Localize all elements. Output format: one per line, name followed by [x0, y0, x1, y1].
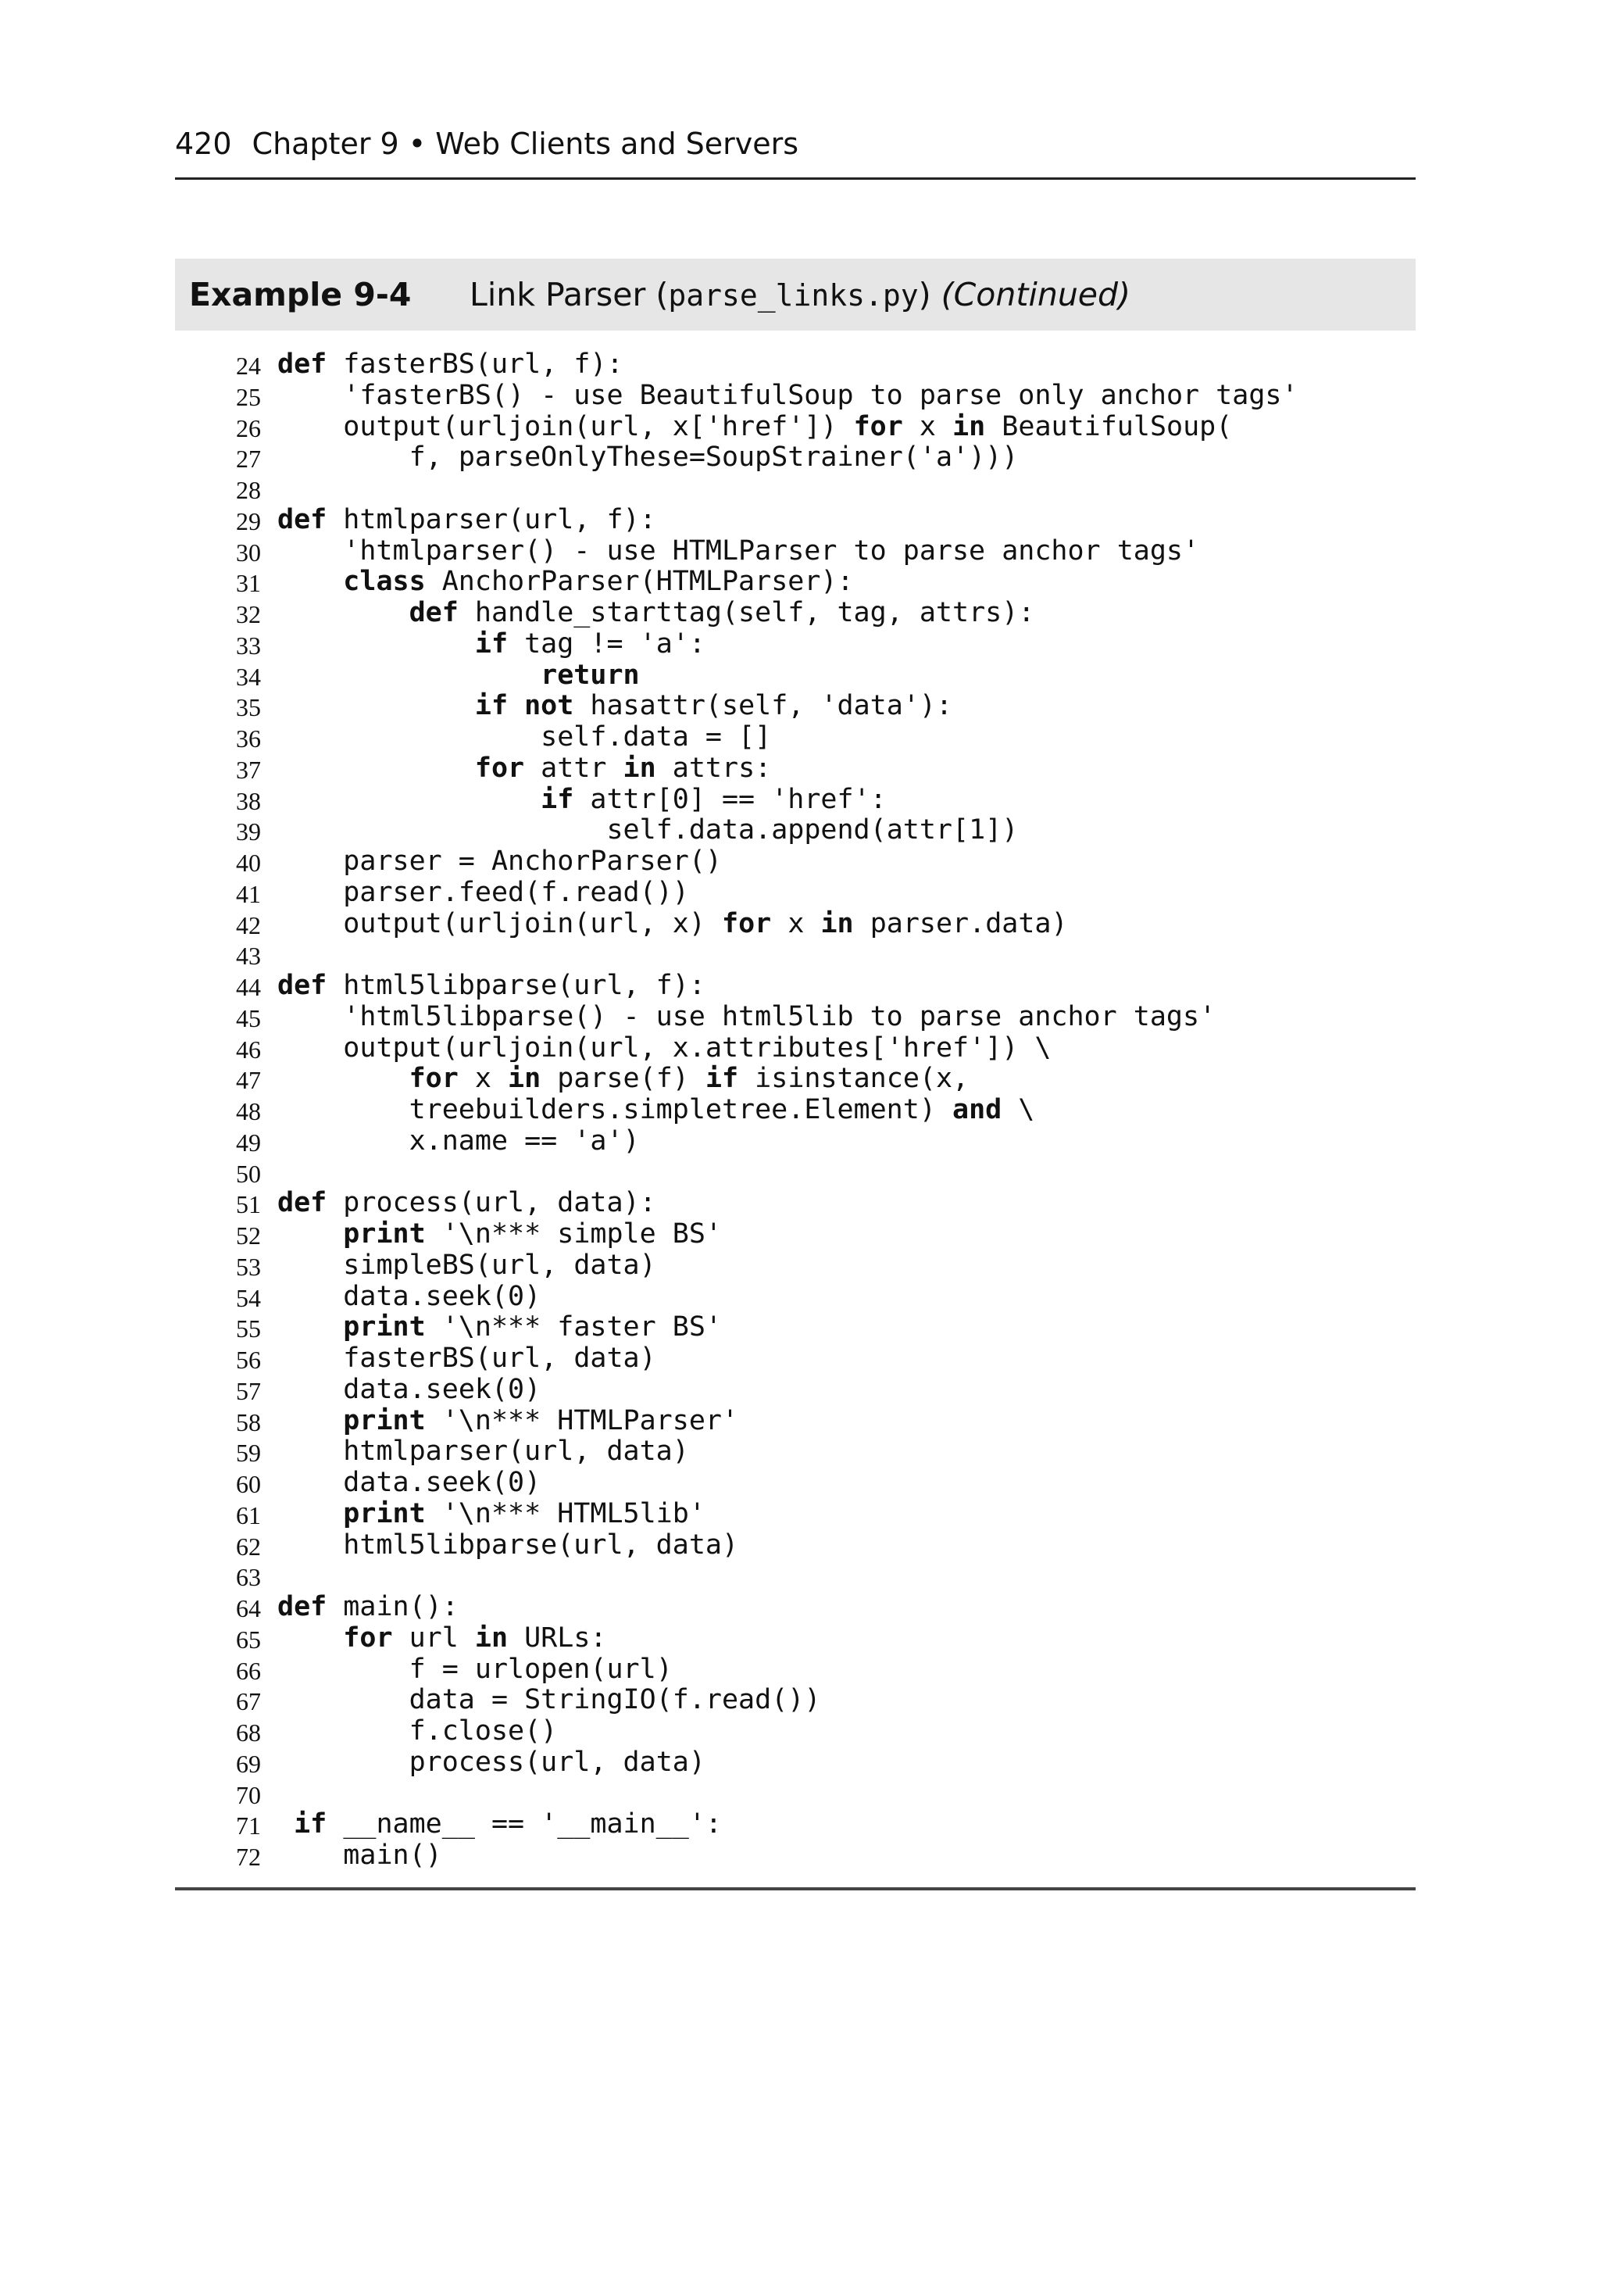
line-number: 39 — [236, 817, 261, 846]
code-line — [175, 939, 1416, 971]
code-line — [175, 474, 1416, 505]
code-text: if not hasattr(self, 'data'): — [474, 690, 953, 722]
line-number: 48 — [236, 1097, 261, 1125]
code-line — [175, 1654, 1416, 1686]
code-line — [175, 1188, 1416, 1219]
code-text: self.data.append(attr[1]) — [606, 814, 1019, 846]
line-number: 56 — [236, 1346, 261, 1374]
code-text: parser.feed(f.read()) — [343, 876, 689, 908]
line-number: 71 — [236, 1811, 261, 1840]
code-line — [175, 1250, 1416, 1282]
line-number: 28 — [236, 476, 261, 504]
line-number: 64 — [236, 1594, 261, 1622]
code-line — [175, 753, 1416, 785]
code-line — [175, 1561, 1416, 1592]
code-text: def htmlparser(url, f): — [277, 503, 656, 535]
code-text: print '\n*** HTML5lib' — [343, 1497, 705, 1529]
code-line — [175, 412, 1416, 443]
line-number: 49 — [236, 1128, 261, 1157]
line-number: 33 — [236, 631, 261, 660]
code-line — [175, 536, 1416, 567]
line-number: 34 — [236, 662, 261, 691]
code-text: self.data = [] — [541, 721, 772, 753]
code-text: return — [541, 659, 640, 691]
listing-end-rule — [175, 1887, 1416, 1890]
code-text: f = urlopen(url) — [409, 1653, 673, 1685]
line-number: 40 — [236, 849, 261, 877]
line-number: 51 — [236, 1190, 261, 1219]
code-line — [175, 1219, 1416, 1250]
line-number: 69 — [236, 1749, 261, 1778]
line-number: 60 — [236, 1470, 261, 1498]
code-text: output(urljoin(url, x.attributes['href']) \ — [343, 1032, 1052, 1064]
code-line — [175, 1033, 1416, 1064]
line-number: 67 — [236, 1687, 261, 1716]
line-number: 59 — [236, 1439, 261, 1468]
line-number: 31 — [236, 569, 261, 598]
code-line — [175, 846, 1416, 878]
example-label: Example 9-4 — [189, 276, 412, 313]
code-line — [175, 1623, 1416, 1654]
code-line — [175, 442, 1416, 474]
line-number: 25 — [236, 382, 261, 411]
code-text: data.seek(0) — [343, 1467, 541, 1498]
example-filename: parse_links.py — [668, 278, 919, 313]
code-listing — [175, 349, 1416, 1872]
code-text: def process(url, data): — [277, 1187, 656, 1219]
code-line — [175, 1126, 1416, 1157]
example-title-close: ) — [918, 276, 931, 313]
line-number: 26 — [236, 413, 261, 442]
code-line — [175, 1530, 1416, 1561]
line-number: 50 — [236, 1159, 261, 1188]
code-line — [175, 722, 1416, 753]
code-text: simpleBS(url, data) — [343, 1249, 656, 1281]
code-line — [175, 1809, 1416, 1840]
example-heading — [175, 259, 1416, 331]
code-line — [175, 505, 1416, 536]
code-line — [175, 1064, 1416, 1095]
code-line — [175, 1468, 1416, 1499]
code-text: main() — [343, 1840, 442, 1871]
code-text: if attr[0] == 'href': — [541, 783, 887, 815]
code-line — [175, 1499, 1416, 1530]
code-text: print '\n*** HTMLParser' — [343, 1404, 739, 1436]
page-number: 420 — [175, 127, 232, 161]
line-number: 24 — [236, 352, 261, 380]
line-number: 70 — [236, 1780, 261, 1809]
code-text: process(url, data) — [409, 1746, 705, 1778]
line-number: 37 — [236, 755, 261, 784]
code-text: data.seek(0) — [343, 1373, 541, 1405]
line-number: 38 — [236, 786, 261, 815]
line-number: 66 — [236, 1656, 261, 1685]
code-text: def html5libparse(url, f): — [277, 970, 705, 1001]
code-text: 'html5libparse() - use html5lib to parse anchor tags' — [277, 1000, 1216, 1032]
code-text: def main(): — [277, 1591, 459, 1622]
code-line — [175, 629, 1416, 660]
line-number: 36 — [236, 724, 261, 753]
line-number: 52 — [236, 1221, 261, 1250]
chapter-title: Chapter 9 • Web Clients and Servers — [252, 127, 799, 161]
line-number: 45 — [236, 1003, 261, 1032]
code-line — [175, 1747, 1416, 1779]
line-number: 62 — [236, 1532, 261, 1561]
code-line — [175, 1002, 1416, 1033]
code-line — [175, 691, 1416, 722]
code-line — [175, 1779, 1416, 1810]
code-line — [175, 660, 1416, 692]
code-text: class AnchorParser(HTMLParser): — [343, 566, 854, 598]
code-line — [175, 381, 1416, 412]
line-number: 43 — [236, 942, 261, 971]
line-number: 41 — [236, 879, 261, 908]
line-number: 29 — [236, 506, 261, 535]
line-number: 35 — [236, 693, 261, 722]
code-text: f, parseOnlyThese=SoupStrainer('a'))) — [409, 442, 1019, 474]
line-number: 61 — [236, 1500, 261, 1529]
code-text: output(urljoin(url, x['href']) for x in BeautifulSoup( — [343, 410, 1233, 442]
code-line — [175, 1592, 1416, 1623]
code-text: html5libparse(url, data) — [277, 1529, 739, 1561]
code-line — [175, 567, 1416, 598]
code-text: data.seek(0) — [343, 1280, 541, 1312]
code-text: fasterBS(url, data) — [343, 1343, 656, 1374]
code-text: 'fasterBS() - use BeautifulSoup to parse only anchor tags' — [277, 379, 1298, 411]
running-head — [175, 123, 798, 164]
example-title-text: Link Parser ( — [470, 276, 669, 313]
code-text: if __name__ == '__main__': — [294, 1808, 722, 1840]
code-line — [175, 1343, 1416, 1375]
code-line — [175, 971, 1416, 1002]
code-line — [175, 1685, 1416, 1716]
line-number: 72 — [236, 1843, 261, 1871]
code-line — [175, 1375, 1416, 1406]
code-line — [175, 1157, 1416, 1189]
line-number: 68 — [236, 1718, 261, 1747]
code-text: output(urljoin(url, x) for x in parser.data) — [343, 907, 1068, 939]
code-text: htmlparser(url, data) — [343, 1436, 689, 1468]
code-text: def handle_starttag(self, tag, attrs): — [409, 597, 1035, 628]
line-number: 44 — [236, 973, 261, 1001]
code-text: 'htmlparser() - use HTMLParser to parse anchor tags' — [277, 535, 1200, 567]
code-text: data = StringIO(f.read()) — [409, 1684, 821, 1716]
code-line — [175, 1282, 1416, 1313]
code-line — [175, 1312, 1416, 1343]
example-continued: (Continued) — [941, 276, 1131, 313]
code-text: f.close() — [409, 1715, 558, 1747]
example-title — [470, 273, 1130, 317]
code-line — [175, 815, 1416, 846]
code-text: print '\n*** simple BS' — [343, 1218, 722, 1250]
code-text: for x in parse(f) if isinstance(x, — [409, 1063, 970, 1095]
line-number: 54 — [236, 1283, 261, 1312]
code-text: for url in URLs: — [343, 1622, 607, 1654]
code-text: if tag != 'a': — [474, 628, 705, 660]
line-number: 53 — [236, 1252, 261, 1281]
line-number: 46 — [236, 1035, 261, 1064]
header-rule — [175, 177, 1416, 180]
line-number: 57 — [236, 1376, 261, 1405]
code-text: treebuilders.simpletree.Element) and \ — [409, 1094, 1035, 1125]
code-line — [175, 878, 1416, 909]
code-line — [175, 1406, 1416, 1437]
code-line — [175, 1095, 1416, 1126]
code-line — [175, 1840, 1416, 1872]
code-text: parser = AnchorParser() — [343, 846, 722, 877]
code-text: def fasterBS(url, f): — [277, 349, 623, 380]
code-text: x.name == 'a') — [409, 1125, 640, 1157]
line-number: 42 — [236, 910, 261, 939]
code-text: for attr in attrs: — [474, 752, 772, 784]
line-number: 63 — [236, 1563, 261, 1592]
line-number: 30 — [236, 538, 261, 567]
line-number: 65 — [236, 1625, 261, 1654]
code-line — [175, 1436, 1416, 1468]
line-number: 55 — [236, 1314, 261, 1343]
code-line — [175, 598, 1416, 629]
line-number: 32 — [236, 600, 261, 628]
line-number: 27 — [236, 445, 261, 474]
code-line — [175, 349, 1416, 381]
line-number: 58 — [236, 1407, 261, 1436]
line-number: 47 — [236, 1066, 261, 1095]
code-line — [175, 909, 1416, 940]
code-line — [175, 785, 1416, 816]
code-text: print '\n*** faster BS' — [343, 1311, 722, 1343]
code-line — [175, 1716, 1416, 1747]
